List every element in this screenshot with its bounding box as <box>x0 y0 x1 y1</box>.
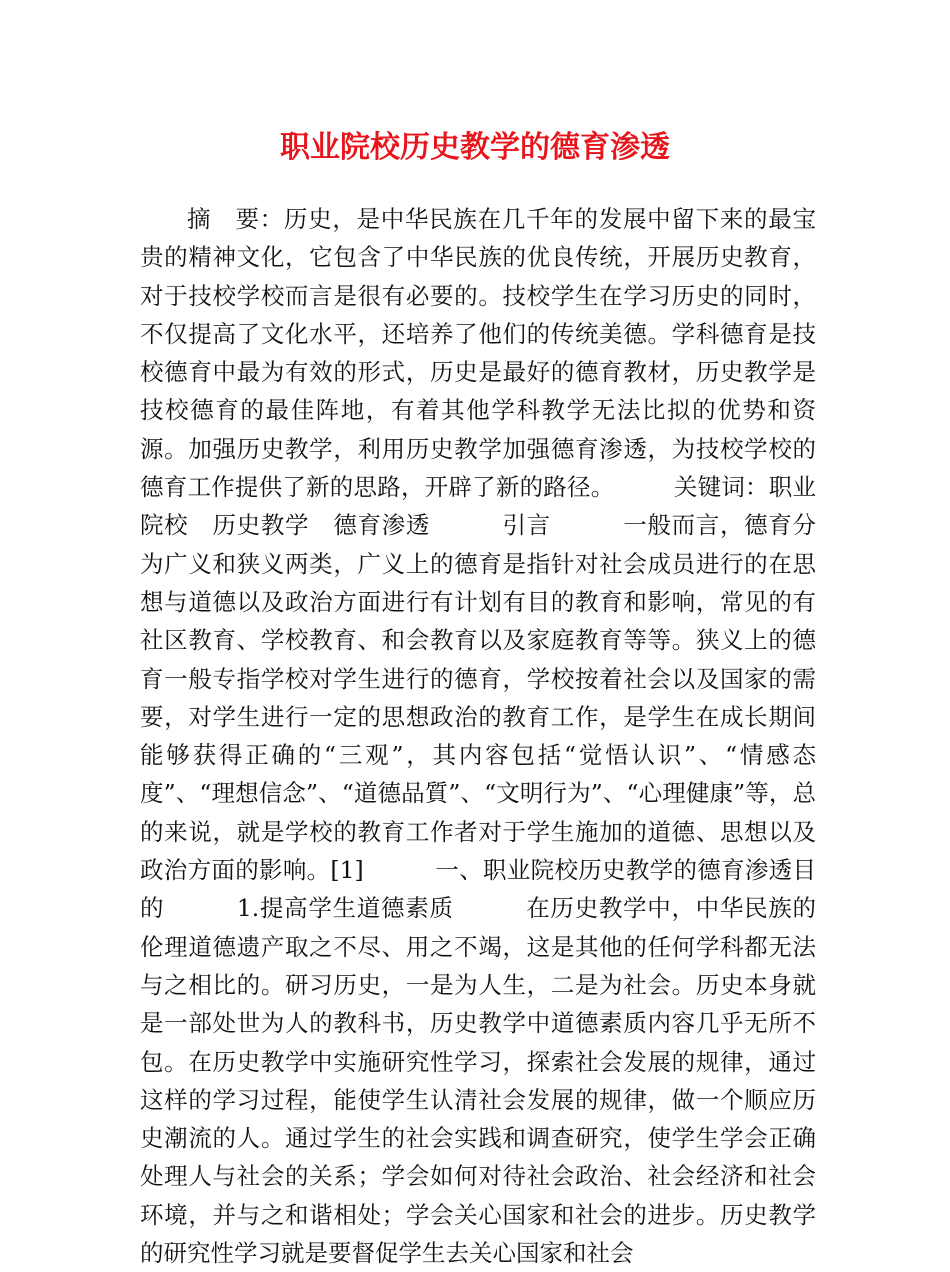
document-body: 摘 要：历史，是中华民族在几千年的发展中留下来的最宝贵的精神文化，它包含了中华民族的优良传统，开展历史教育，对于技校学校而言是很有必要的。技校学生在学习历史的同时，不仅提高了文化水平，还培养了他们的传统美德。学科德育是技校德育中最为有效的形式，历史是最好的德育教材，历史教学是技校德育的最佳阵地，有着其他学科教学无法比拟的优势和资源。加强历史教学，利用历史教学加强德育渗透，为技校学校的德育工作提供了新的思路，开辟了新的路径。 关键词：职业院校 历史教学 德育渗透 引言 一般而言，德育分为广义和狭义两类，广义上的德育是指针对社会成员进行的在思想与道德以及政治方面进行有计划有目的教育和影响，常见的有社区教育、学校教育、和会教育以及家庭教育等等。狭义上的德育一般专指学校对学生进行的德育，学校按着社会以及国家的需要，对学生进行一定的思想政治的教育工作，是学生在成长期间能够获得正确的“三观”，其内容包括“觉悟认识”、“情感态度”、“理想信念”、“道德品質”、“文明行为”、“心理健康”等，总的来说，就是学校的教育工作者对于学生施加的道德、思想以及政治方面的影响。[1] 一、职业院校历史教学的德育渗透目的 1.提高学生道德素质 在历史教学中，中华民族的伦理道德遗产取之不尽、用之不竭，这是其他的任何学科都无法与之相比的。研习历史，一是为人生，二是为社会。历史本身就是一部处世为人的教科书，历史教学中道德素质内容几乎无所不包。在历史教学中实施研究性学习，探索社会发展的规律，通过这样的学习过程，能使学生认清社会发展的规律，做一个顺应历史潮流的人。通过学生的社会实践和调查研究，使学生学会正确处理人与社会的关系；学会如何对待社会政治、社会经济和社会环境，并与之和谐相处；学会关心国家和社会的进步。历史教学的研究性学习就是要督促学生去关心国家和社会 <box>140 205 816 1268</box>
document-title: 职业院校历史教学的德育渗透 <box>280 130 670 165</box>
